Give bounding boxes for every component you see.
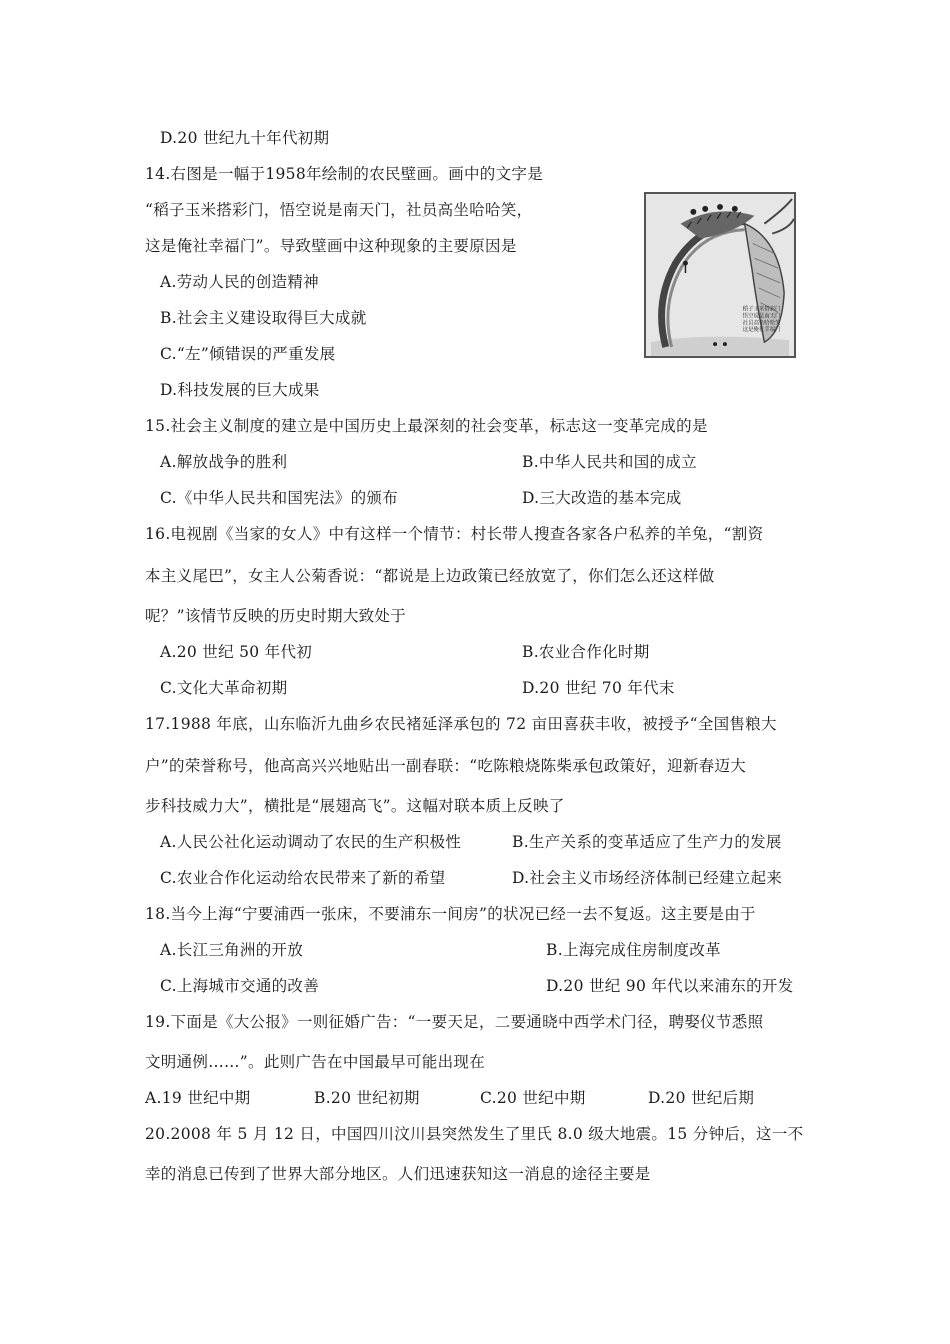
q17-stem-3: 步科技威力大”，横批是“展翅高飞”。这幅对联本质上反映了 — [145, 797, 565, 815]
q18-option-d: D.20 世纪 90 年代以来浦东的开发 — [546, 977, 794, 995]
q16-option-c: C.文化大革命初期 — [160, 679, 288, 697]
q17-option-b: B.生产关系的变革适应了生产力的发展 — [512, 833, 782, 851]
q18-option-c: C.上海城市交通的改善 — [160, 977, 320, 995]
q18-stem: 18.当今上海“宁要浦西一张床，不要浦东一间房”的状况已经一去不复返。这主要是由于 — [145, 905, 756, 923]
q16-stem-2: 本主义尾巴”，女主人公菊香说：“都说是上边政策已经放宽了，你们怎么还这样做 — [145, 567, 715, 585]
q16-stem-1: 16.电视剧《当家的女人》中有这样一个情节：村长带人搜查各家各户私养的羊兔，“割资 — [145, 525, 764, 543]
svg-text:稻子玉米搭彩门: 稻子玉米搭彩门 — [742, 306, 781, 313]
q15-option-a: A.解放战争的胜利 — [160, 453, 288, 471]
q17-stem-1: 17.1988 年底，山东临沂九曲乡农民褚延泽承包的 72 亩田喜获丰收，被授予“全国售粮大 — [145, 715, 777, 733]
svg-text:社员高坐哈哈笑: 社员高坐哈哈笑 — [742, 320, 781, 327]
q20-stem-1: 20.2008 年 5 月 12 日，中国四川汶川县突然发生了里氏 8.0 级大地震。15 分钟后，这一不 — [145, 1125, 804, 1143]
q15-option-c: C.《中华人民共和国宪法》的颁布 — [160, 489, 399, 507]
q19-stem-1: 19.下面是《大公报》一则征婚广告：“一要天足，二要通晓中西学术门径，聘娶仪节悉照 — [145, 1013, 764, 1031]
mural-drawing — [646, 194, 794, 356]
q15-option-d: D.三大改造的基本完成 — [522, 489, 682, 507]
q18-option-a: A.长江三角洲的开放 — [160, 941, 304, 959]
q14-stem-2: “稻子玉米搭彩门，悟空说是南天门，社员高坐哈哈笑， — [145, 201, 533, 219]
q19-option-a: A.19 世纪中期 — [145, 1089, 251, 1107]
q14-stem-1: 14.右图是一幅于1958年绘制的农民壁画。画中的文字是 — [145, 165, 543, 183]
q16-option-a: A.20 世纪 50 年代初 — [160, 643, 313, 661]
q18-option-b: B.上海完成住房制度改革 — [546, 941, 721, 959]
svg-text:这是俺社幸福门: 这是俺社幸福门 — [742, 327, 781, 334]
q13-option-d: D.20 世纪九十年代初期 — [160, 129, 330, 147]
q19-stem-2: 文明通例……”。此则广告在中国最早可能出现在 — [145, 1053, 486, 1071]
q16-stem-3: 呢？”该情节反映的历史时期大致处于 — [145, 607, 407, 625]
q19-option-b: B.20 世纪初期 — [314, 1089, 420, 1107]
q14-option-d: D.科技发展的巨大成果 — [160, 381, 320, 399]
q20-stem-2: 幸的消息已传到了世界大部分地区。人们迅速获知这一消息的途径主要是 — [145, 1165, 651, 1183]
q19-option-c: C.20 世纪中期 — [480, 1089, 586, 1107]
q14-stem-3: 这是俺社幸福门”。导致壁画中这种现象的主要原因是 — [145, 237, 517, 255]
q14-option-c: C.“左”倾错误的严重发展 — [160, 345, 336, 363]
q17-stem-2: 户”的荣誉称号，他高高兴兴地贴出一副春联：“吃陈粮烧陈柴承包政策好，迎新春迈大 — [145, 757, 747, 775]
q14-option-b: B.社会主义建设取得巨大成就 — [160, 309, 367, 327]
q14-option-a: A.劳动人民的创造精神 — [160, 273, 319, 291]
q19-option-d: D.20 世纪后期 — [648, 1089, 755, 1107]
q16-option-d: D.20 世纪 70 年代末 — [522, 679, 675, 697]
farmer-mural-image — [644, 192, 796, 358]
q15-stem: 15.社会主义制度的建立是中国历史上最深刻的社会变革，标志这一变革完成的是 — [145, 417, 708, 435]
q15-option-b: B.中华人民共和国的成立 — [522, 453, 697, 471]
q17-option-c: C.农业合作化运动给农民带来了新的希望 — [160, 869, 446, 887]
q17-option-d: D.社会主义市场经济体制已经建立起来 — [512, 869, 783, 887]
svg-text:悟空说是南天门: 悟空说是南天门 — [742, 313, 781, 320]
q16-option-b: B.农业合作化时期 — [522, 643, 650, 661]
q17-option-a: A.人民公社化运动调动了农民的生产积极性 — [160, 833, 462, 851]
